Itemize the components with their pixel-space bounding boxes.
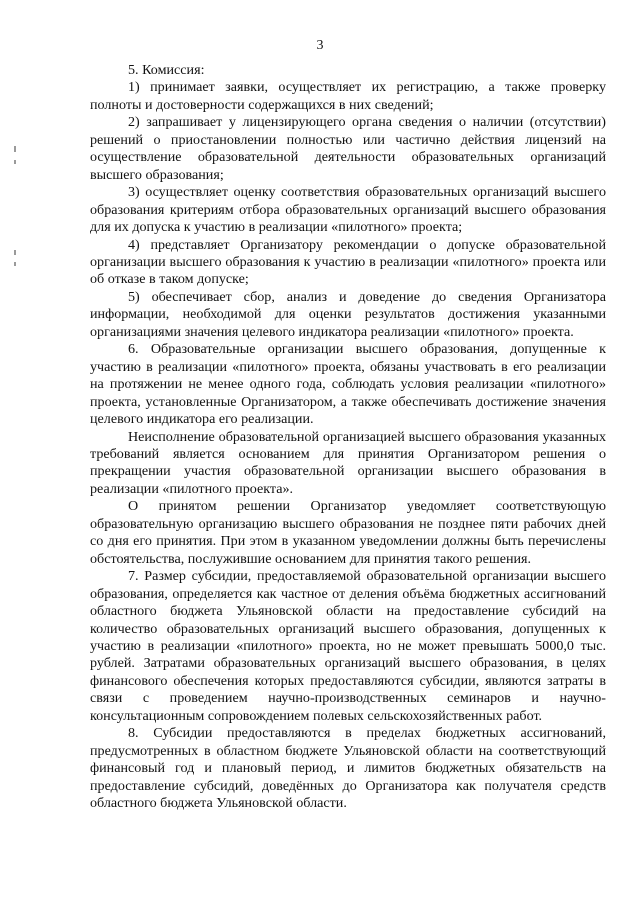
section-heading: 5. Комиссия: <box>128 62 205 78</box>
scan-mark <box>14 160 16 164</box>
scan-mark <box>14 250 16 255</box>
paragraph: 3) осуществляет оценку соответствия образовательных организаций высшего образования критериям отбора образовательных организаций высшего образования для их допуска к участию в реализации «пилотного» проекта; <box>90 184 606 236</box>
paragraph: 1) принимает заявки, осуществляет их регистрацию, а также проверку полноты и достоверности содержащихся в них сведений; <box>90 79 606 113</box>
page-number: 3 <box>316 38 324 53</box>
paragraph: 7. Размер субсидии, предоставляемой образовательной организации высшего образования, определяется как частное от деления объёма бюджетных ассигнований областного бюджета Ульяновской области на предоставление субсидий на количество образовательных организаций высшего образования, допущенных к участию в реализации «пилотного» проекта, но не может превышать 5000,0 тыс. рублей. Затратами образовательных организаций высшего образования, в целях финансового обеспечения которых предоставляются субсидии, являются затраты в связи с проведением научно-производственных семинаров и научно-консультационным сопровождением полевых сельскохозяйственных работ. <box>90 568 606 724</box>
paragraph: 8. Субсидии предоставляются в пределах бюджетных ассигнований, предусмотренных в областном бюджете Ульяновской области на соответствующий финансовый год и плановый период, и лимитов бюджетных обязательств на предоставление субсидий, доведённых до Организатора как получателя средств областного бюджета Ульяновской области. <box>90 725 606 812</box>
paragraph: О принятом решении Организатор уведомляет соответствующую образовательную организацию высшего образования не позднее пяти рабочих дней со дня его принятия. При этом в указанном уведомлении должны быть перечислены обстоятельства, послужившие основанием для принятия такого решения. <box>90 498 606 567</box>
paragraph: 5) обеспечивает сбор, анализ и доведение до сведения Организатора информации, необходимой для оценки результатов достижения указанными организациями значения целевого индикатора реализации «пилотного» проекта. <box>90 288 606 340</box>
paragraph: Неисполнение образовательной организацией высшего образования указанных требований является основанием для принятия Организатором решения о прекращении участия образовательной организации высшего образования в реализации «пилотного проекта». <box>90 428 606 497</box>
paragraph: 6. Образовательные организации высшего образования, допущенные к участию в реализации «пилотного» проекта, обязаны участвовать в его реализации на протяжении не менее одного года, соблюдать условия реализации «пилотного» проекта, установленные Организатором, а также обеспечивать достижение значения целевого индикатора его реализации. <box>90 341 606 428</box>
scan-mark <box>14 262 16 266</box>
scan-mark <box>14 146 16 152</box>
document-body <box>90 62 606 812</box>
paragraph: 4) представляет Организатору рекомендации о допуске образовательной организации высшего образования к участию в реализации «пилотного» проекта или об отказе в таком допуске; <box>90 236 606 288</box>
paragraph: 2) запрашивает у лицензирующего органа сведения о наличии (отсутствии) решений о приостановлении полностью или частично действия лицензий на осуществление образовательной деятельности образовательных организаций высшего образования; <box>90 114 606 183</box>
